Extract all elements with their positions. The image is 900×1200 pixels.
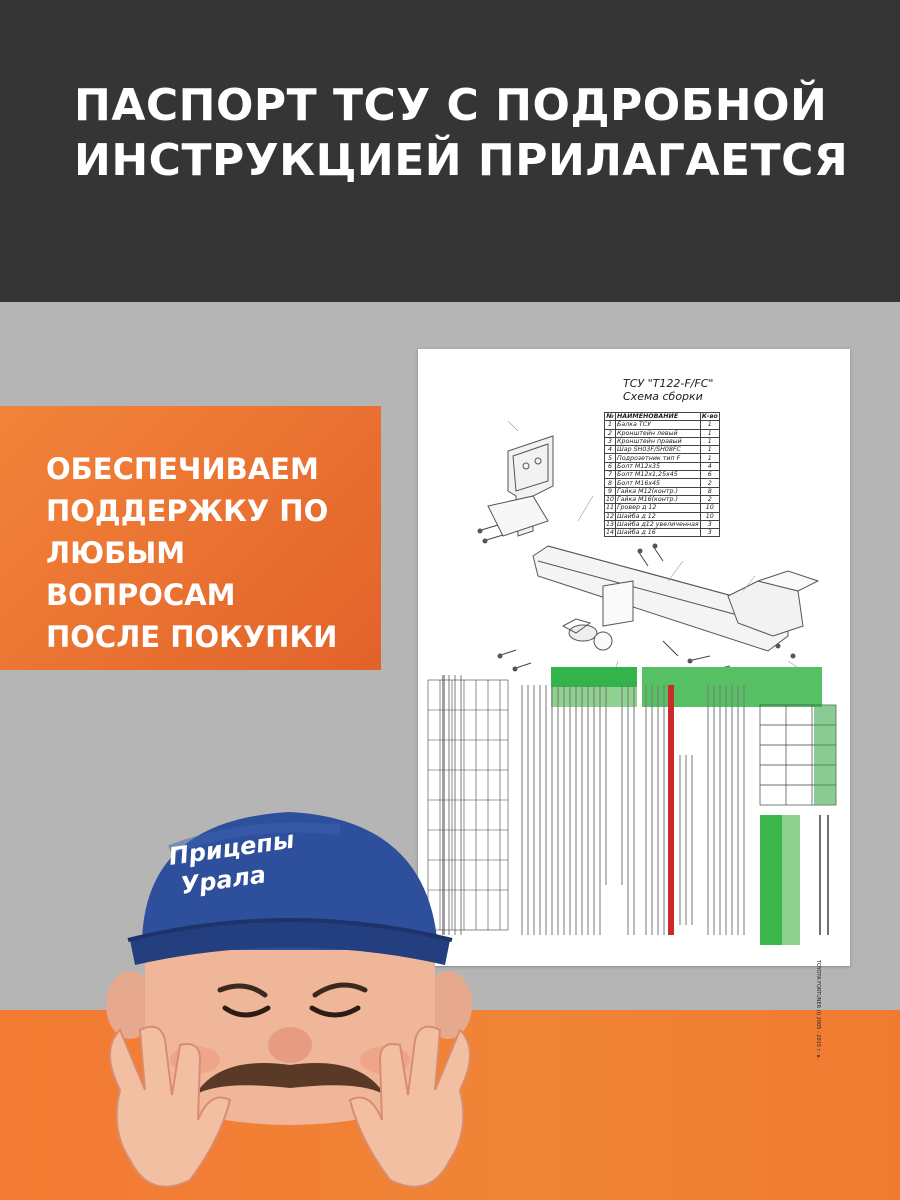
parts-table-header: № НАИМЕНОВАНИЕ К-во bbox=[606, 413, 718, 421]
promo-line-3: ЛЮБЫМ bbox=[46, 536, 186, 570]
document-subtitle: Схема сборки bbox=[623, 390, 703, 403]
table-row: 2 Кронштейн левый 1 bbox=[605, 429, 720, 437]
document-title: ТСУ "Т122-F/FC" bbox=[623, 377, 714, 390]
table-row: 11 Гровер д 12 10 bbox=[605, 504, 720, 512]
table-row: 6 Болт М12х35 4 bbox=[605, 462, 720, 470]
promo-text bbox=[46, 448, 376, 658]
promo-line-4: ВОПРОСАМ bbox=[46, 578, 236, 612]
table-row: 14 Шайба д 16 3 bbox=[605, 529, 720, 537]
passport-document bbox=[418, 349, 850, 1060]
table-row: 3 Кронштейн правый 1 bbox=[605, 437, 720, 445]
cap-text-line-2: Урала bbox=[178, 860, 268, 900]
headline-line-1: ПАСПОРТ ТСУ С ПОДРОБНОЙ bbox=[74, 80, 828, 131]
table-row: 13 Шайба д12 увеличенная 3 bbox=[605, 520, 720, 528]
table-row: 4 Шар SH03F/SH08FC 1 bbox=[605, 446, 720, 454]
table-row: 12 Шайба д 12 10 bbox=[605, 512, 720, 520]
instruction-sheet-rotated bbox=[422, 665, 842, 1060]
parts-table bbox=[604, 412, 720, 537]
rotated-model-1: TOYOTA FORTUNER (I) 2005 - 2015 г. в. bbox=[815, 960, 821, 1060]
headline bbox=[74, 78, 874, 188]
table-row: 10 Гайка М16(контр.) 2 bbox=[605, 495, 720, 503]
promo-line-2: ПОДДЕРЖКУ ПО bbox=[46, 494, 329, 528]
promo-line-5: ПОСЛЕ ПОКУПКИ bbox=[46, 620, 338, 654]
table-row: 5 Подрозетник тип F 1 bbox=[605, 454, 720, 462]
mascot-illustration bbox=[100, 790, 480, 1200]
table-row: 8 Болт М16х45 2 bbox=[605, 479, 720, 487]
table-row: 9 Гайка М12(контр.) 8 bbox=[605, 487, 720, 495]
table-row: 1 Балка ТСУ 1 bbox=[605, 421, 720, 429]
cap-text-line-1: Прицепы bbox=[166, 825, 297, 871]
promo-line-1: ОБЕСПЕЧИВАЕМ bbox=[46, 452, 319, 486]
table-row: 7 Болт М12х1,25х45 6 bbox=[605, 471, 720, 479]
headline-line-2: ИНСТРУКЦИЕЙ ПРИЛАГАЕТСЯ bbox=[74, 135, 849, 186]
